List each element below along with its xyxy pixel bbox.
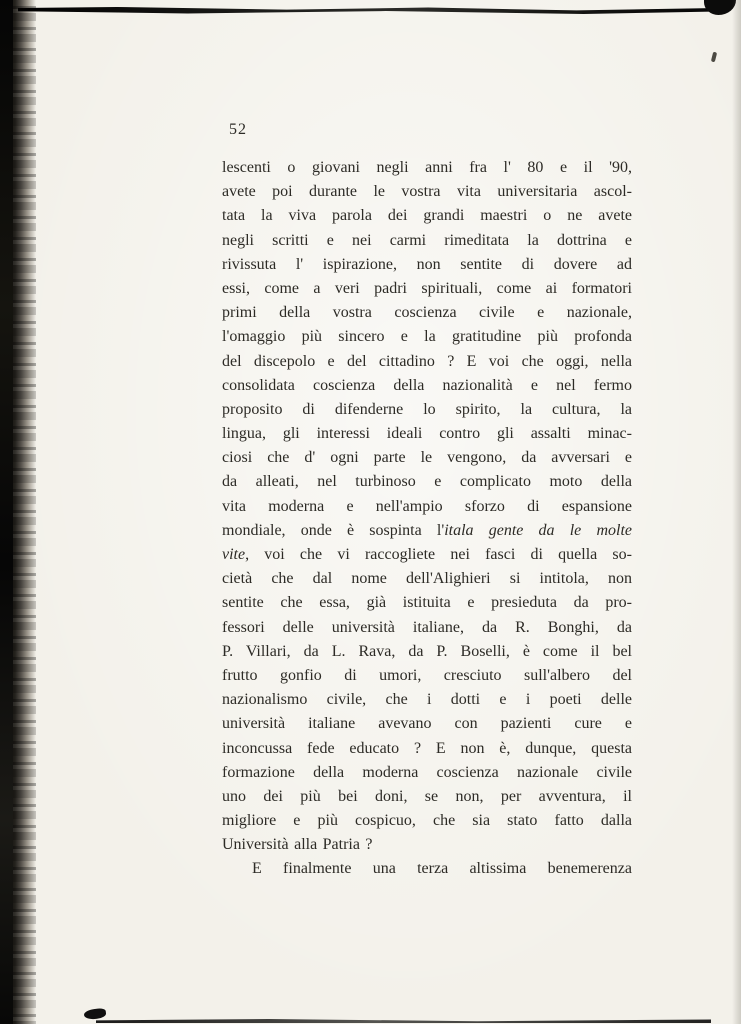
text-segment: vita moderna e nell'ampio sforzo di espansione	[222, 497, 632, 515]
page-number: 52	[229, 121, 247, 138]
text-segment: sentite che essa, già istituita e presieduta da pro-	[222, 594, 632, 612]
text-line	[222, 616, 632, 640]
scan-top-edge-artifact	[18, 7, 725, 14]
scan-left-binding-core	[0, 0, 13, 1024]
text-line	[222, 640, 632, 664]
text-segment-italic: vite	[222, 546, 246, 563]
text-line	[222, 809, 632, 833]
scan-right-speck	[711, 52, 717, 63]
text-segment: università italiane avevano con pazienti cure e	[222, 715, 632, 733]
text-segment: frutto gonfio di umori, cresciuto sull'albero del	[222, 666, 632, 684]
text-line	[222, 519, 632, 543]
text-segment: inconcussa fede educato ? E non è, dunque, questa	[222, 739, 632, 757]
text-line	[222, 277, 632, 301]
text-segment: E finalmente una terza altissima benemerenza	[252, 860, 632, 878]
text-line	[222, 350, 632, 374]
text-line	[222, 857, 632, 881]
text-segment: negli scritti e nei carmi rimeditata la dottrina e	[222, 231, 632, 249]
text-segment: fessori delle università italiane, da R. Bonghi, da	[222, 618, 632, 636]
text-line	[222, 398, 632, 422]
scan-bottom-left-blot	[83, 1008, 106, 1021]
text-line	[222, 374, 632, 398]
text-segment: lescenti o giovani negli anni fra l' 80 e il '90,	[222, 159, 632, 176]
text-segment: essi, come a veri padri spirituali, come ai formatori	[222, 279, 632, 297]
text-line	[222, 156, 632, 180]
text-line	[222, 688, 632, 712]
text-line	[222, 229, 632, 253]
text-line	[222, 543, 632, 567]
text-segment: Università alla Patria ?	[222, 836, 373, 854]
text-line	[222, 446, 632, 470]
text-segment: mondiale, onde è sospinta l'	[222, 521, 445, 539]
text-segment: da alleati, nel turbinoso e complicato moto della	[222, 473, 632, 491]
text-line	[222, 591, 632, 615]
text-segment: avete poi durante le vostra vita universitaria ascol-	[222, 183, 632, 201]
text-line	[222, 664, 632, 688]
scan-right-edge-shade	[732, 0, 741, 1024]
text-segment: lingua, gli interessi ideali contro gli assalti minac-	[222, 425, 632, 443]
text-segment: nazionalismo civile, che i dotti e i poeti delle	[222, 691, 632, 709]
text-segment: primi della vostra coscienza civile e nazionale,	[222, 304, 632, 322]
text-line	[222, 180, 632, 204]
text-segment: uno dei più bei doni, se non, per avventura, il	[222, 787, 632, 805]
text-segment: proposito di difenderne lo spirito, la cultura, la	[222, 400, 632, 418]
text-line	[222, 470, 632, 494]
text-segment: , voi che vi raccogliete nei fasci di quella so-	[245, 546, 632, 563]
text-line	[222, 253, 632, 277]
text-line	[222, 301, 632, 325]
text-line	[222, 712, 632, 736]
text-line	[222, 761, 632, 785]
text-segment: del discepolo e del cittadino ? E voi che oggi, nella	[222, 352, 632, 370]
text-segment: cietà che dal nome dell'Alighieri si intitola, non	[222, 570, 632, 588]
text-line	[222, 567, 632, 591]
text-segment: rivissuta l' ispirazione, non sentite di dovere ad	[222, 255, 632, 273]
text-line	[222, 204, 632, 228]
text-segment-italic: itala gente da le molte	[444, 521, 632, 539]
text-line	[222, 833, 632, 857]
text-segment: l'omaggio più sincero e la gratitudine più profonda	[222, 328, 632, 346]
text-segment: migliore e più cospicuo, che sia stato fatto dalla	[222, 812, 632, 830]
text-line	[222, 422, 632, 446]
text-line	[222, 785, 632, 809]
text-segment: ciosi che d' ogni parte le vengono, da avversari e	[222, 449, 632, 467]
scan-bottom-edge-artifact	[96, 1019, 711, 1023]
text-block	[222, 156, 632, 882]
text-line	[222, 737, 632, 761]
text-line	[222, 325, 632, 349]
text-segment: P. Villari, da L. Rava, da P. Boselli, è come il bel	[222, 642, 632, 660]
text-segment: consolidata coscienza della nazionalità e nel fermo	[222, 376, 632, 394]
text-line	[222, 495, 632, 519]
text-segment: formazione della moderna coscienza nazionale civile	[222, 763, 632, 781]
text-segment: tata la viva parola dei grandi maestri o ne avete	[222, 207, 632, 225]
